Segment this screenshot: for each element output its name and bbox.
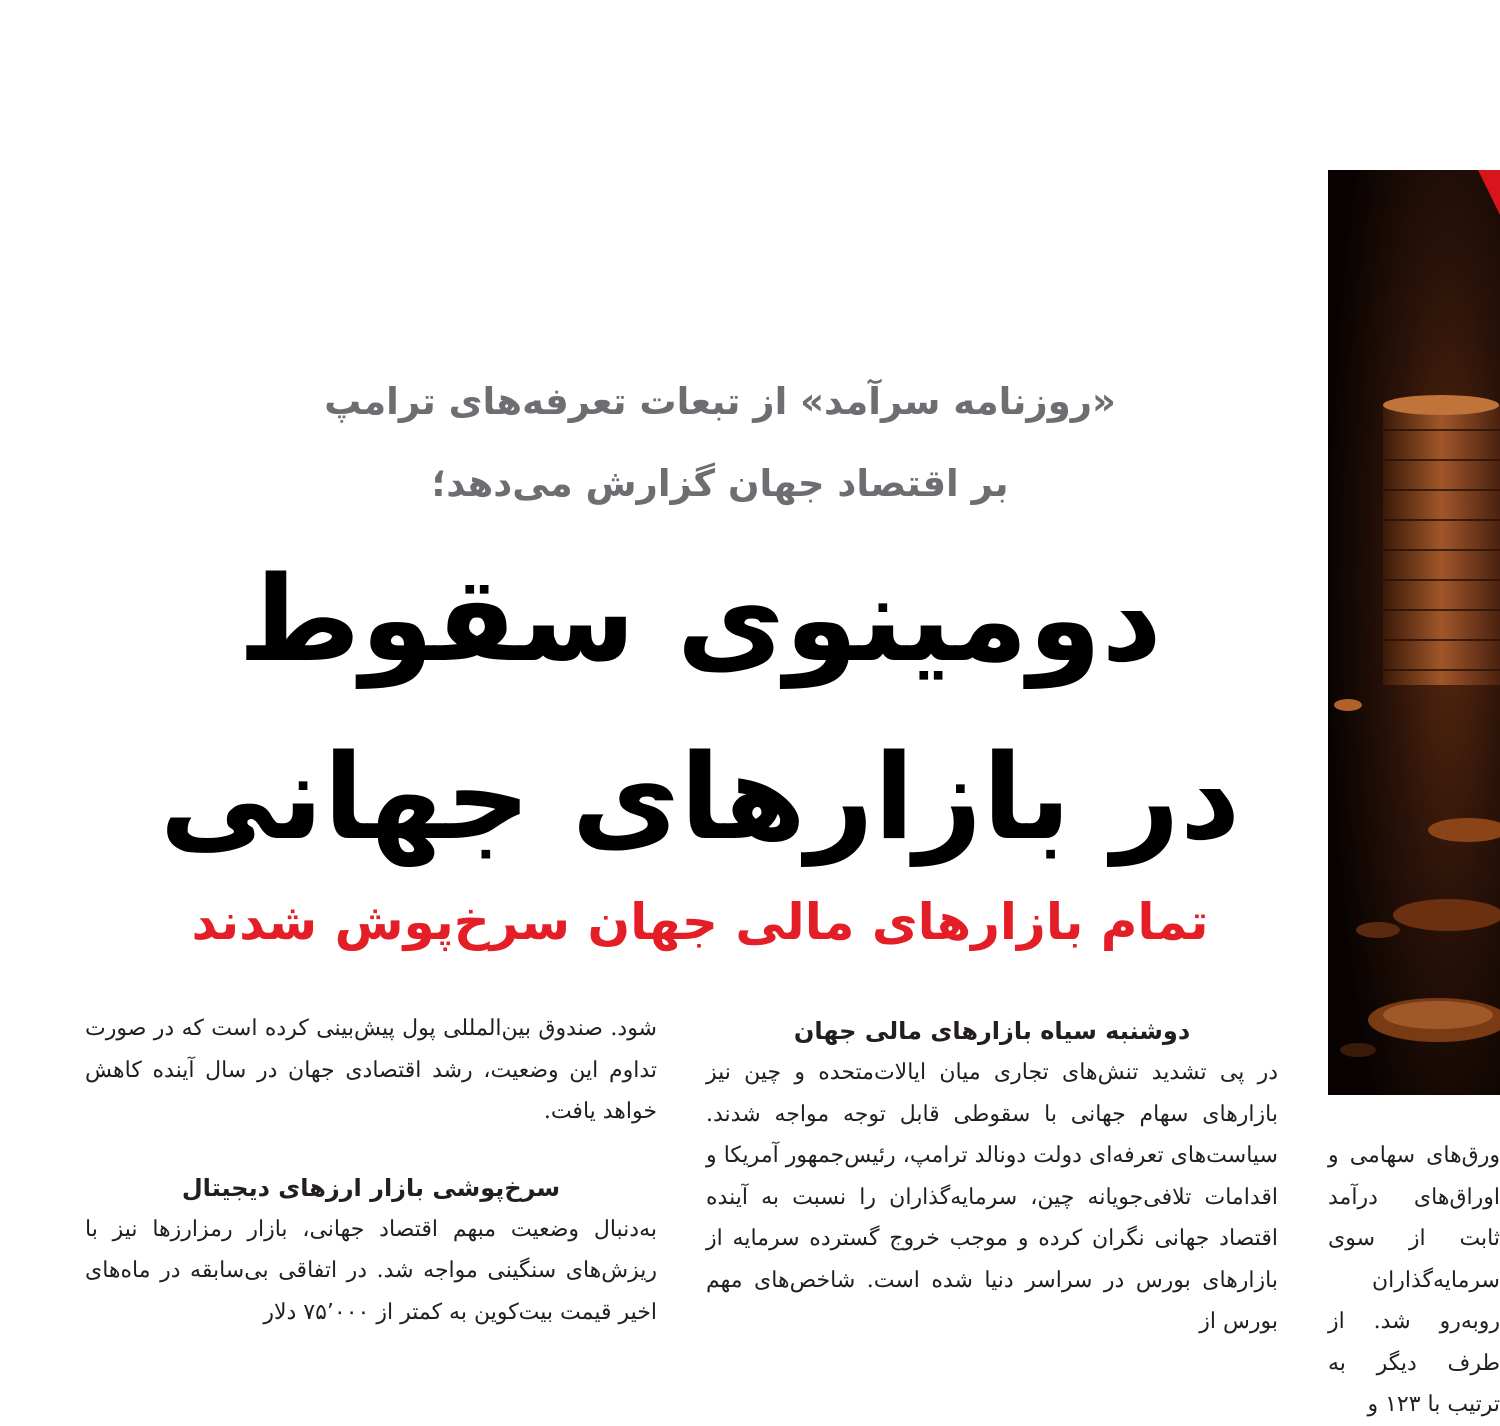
column-far-text: ورق‌های سهامی و اوراق‌های درآمد ثابت از سوی سرمایه‌گذاران روبه‌رو شد. از طرف دیگر به ترتیب با ۱۲۳ و (1328, 1143, 1500, 1417)
section-title-crypto: سرخ‌پوشی بازار ارزهای دیجیتال (181, 1173, 561, 1202)
column-left-text: به‌دنبال وضعیت مبهم اقتصاد جهانی، بازار رمزارزها نیز با ریزش‌های سنگینی مواجه شد. در اتفاقی بی‌سابقه در ماه‌های اخیر قیمت بیت‌کوین به کمتر از ۷۵٬۰۰۰ دلار (85, 1216, 657, 1325)
column-left-intro: شود. صندوق بین‌المللی پول پیش‌بینی کرده است که در صورت تداوم این وضعیت، رشد اقتصادی جهان در سال آینده کاهش خواهد یافت. (85, 1016, 657, 1124)
article-column-left (85, 1008, 657, 1333)
article-column-far-right (1328, 1135, 1500, 1417)
headline-line-1: دومینوی سقوط (237, 550, 1162, 688)
subheadline: تمام بازارهای مالی جهان سرخ‌پوش شدند (191, 893, 1209, 951)
kicker-line-1: «روزنامه سرآمد» از تبعات تعرفه‌های ترامپ (324, 380, 1116, 423)
coins-photo-icon (1328, 170, 1500, 1095)
column-right-text: در پی تشدید تنش‌های تجاری میان ایالات‌متحده و چین نیز بازارهای سهام جهانی با سقوطی قابل توجه مواجه شدند. سیاست‌های تعرفه‌ای دولت دونالد ترامپ، رئیس‌جمهور آمریکا و اقدامات تلافی‌جویانه چین، سرمایه‌گذاران را نسبت به آینده اقتصاد جهانی نگران کرده و موجب خروج گسترده سرمایه از بازارهای بورس در سراسر دنیا شده است. شاخص‌های مهم بورس از (706, 1060, 1278, 1334)
coins-photo (1328, 170, 1500, 1095)
section-title-black-monday: دوشنبه سیاه بازارهای مالی جهان (793, 1017, 1191, 1045)
article-column-right (706, 1010, 1278, 1343)
headline-line-2: در بازارهای جهانی (159, 728, 1241, 866)
kicker-line-2: بر اقتصاد جهان گزارش می‌دهد؛ (431, 462, 1009, 505)
